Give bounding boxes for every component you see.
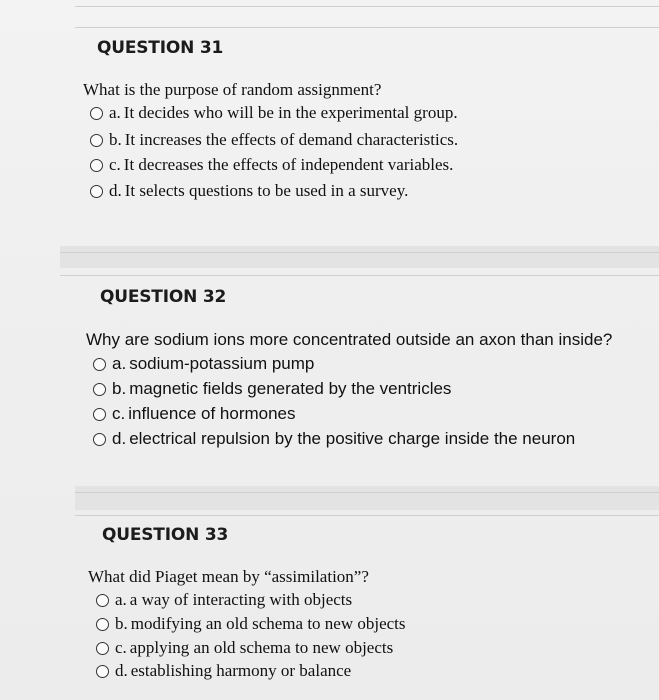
radio-button[interactable] [93,433,106,446]
option-text: establishing harmony or balance [130,661,352,680]
radio-button[interactable] [96,642,109,655]
option-text: sodium-potassium pump [129,354,315,373]
option-letter: c. [112,404,126,423]
option-text: It decreases the effects of independent variables. [123,155,454,174]
radio-button[interactable] [96,594,109,607]
radio-button[interactable] [96,618,109,631]
question-31-top-divider [75,27,659,28]
radio-button[interactable] [93,408,106,421]
radio-button[interactable] [90,159,103,172]
question-32-title: QUESTION 32 [100,287,227,307]
radio-button[interactable] [93,358,106,371]
question-33-option-a[interactable] [96,590,352,610]
question-31-option-d[interactable] [90,181,408,201]
question-33-top-divider [75,515,659,516]
question-31-prompt: What is the purpose of random assignment? [83,80,382,99]
question-31-option-b[interactable] [90,130,458,150]
question-31-option-c[interactable] [90,155,453,175]
option-text: applying an old schema to new objects [129,638,394,657]
question-33-option-d[interactable] [96,661,351,681]
question-separator-line [75,492,659,493]
option-text: modifying an old schema to new objects [130,614,406,633]
option-text: It selects questions to be used in a survey. [124,181,409,200]
question-31-option-a[interactable] [90,103,458,123]
question-32-option-d[interactable] [93,429,575,449]
option-letter: d. [112,429,127,448]
option-letter: c. [115,638,127,657]
option-letter: a. [112,354,127,373]
question-33-option-c[interactable] [96,638,393,658]
question-31-title: QUESTION 31 [97,38,224,58]
top-divider [75,6,659,7]
option-text: It increases the effects of demand characteristics. [124,130,459,149]
option-letter: b. [115,614,128,633]
radio-button[interactable] [90,107,103,120]
option-letter: a. [115,590,127,609]
option-letter: a. [109,103,121,122]
option-letter: c. [109,155,121,174]
option-text: influence of hormones [128,404,296,423]
option-letter: d. [115,661,128,680]
radio-button[interactable] [93,383,106,396]
question-separator-band [75,486,659,510]
question-32-top-divider [60,275,659,276]
radio-button[interactable] [90,134,103,147]
option-letter: b. [112,379,127,398]
radio-button[interactable] [90,185,103,198]
option-letter: b. [109,130,122,149]
question-32-option-a[interactable] [93,354,314,374]
option-text: a way of interacting with objects [129,590,353,609]
question-32-option-c[interactable] [93,404,296,424]
question-separator-line [60,252,659,253]
option-text: electrical repulsion by the positive charge inside the neuron [129,429,576,448]
option-text: It decides who will be in the experimental group. [123,103,458,122]
question-33-title: QUESTION 33 [102,525,229,545]
option-letter: d. [109,181,122,200]
question-32-option-b[interactable] [93,379,451,399]
question-33-prompt: What did Piaget mean by “assimilation”? [88,567,369,586]
question-33-option-b[interactable] [96,614,406,634]
question-separator-band [60,246,659,268]
radio-button[interactable] [96,665,109,678]
option-text: magnetic fields generated by the ventricles [129,379,452,398]
question-32-prompt: Why are sodium ions more concentrated outside an axon than inside? [86,330,613,349]
